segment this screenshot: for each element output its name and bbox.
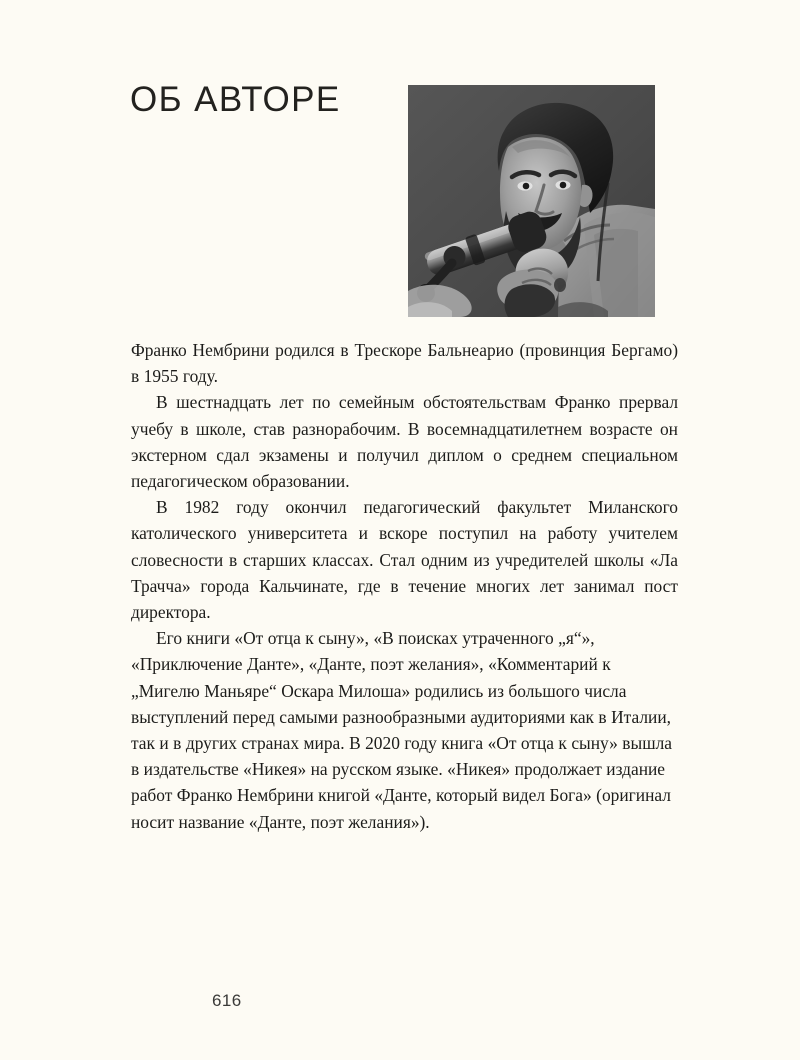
paragraph: В 1982 году окончил педагогический факультет Миланского католического университета и вскоре поступил на работу учителем словесности в старших классах. Стал одним из учредителей школы «Ла Трачча» города Кальчинате, где в течение многих лет занимал пост директора.	[131, 497, 678, 623]
paragraph: В шестнадцать лет по семейным обстоятельствам Франко прервал учебу в школе, став разнорабочим. В восемнадцатилетнем возрасте он экстерном сдал экзамены и получил диплом о среднем специальном педагогическом образовании.	[131, 392, 678, 492]
paragraph: Франко Нембрини родился в Трескоре Бальнеарио (провинция Бергамо) в 1955 году.	[131, 340, 678, 387]
page-title: ОБ АВТОРЕ	[130, 80, 341, 119]
paragraph: Его книги «От отца к сыну», «В поисках утраченного „я“», «Приключение Данте», «Данте, поэт желания», «Комментарий к „Мигелю Маньяре“ Оскара Милоша» родились из большого числа выступлений перед самыми разнообразными аудиториями как в Италии, так и в других странах мира. В 2020 году книга «От отца к сыну» вышла в издательстве «Никея» на русском языке. «Никея» продолжает издание работ Франко Нембрини книгой «Данте, который видел Бога» (оригинал носит название «Данте, поэт желания»).	[131, 628, 672, 832]
author-biography	[131, 337, 678, 835]
author-portrait-photo	[408, 85, 655, 317]
page-number: 616	[212, 991, 242, 1010]
